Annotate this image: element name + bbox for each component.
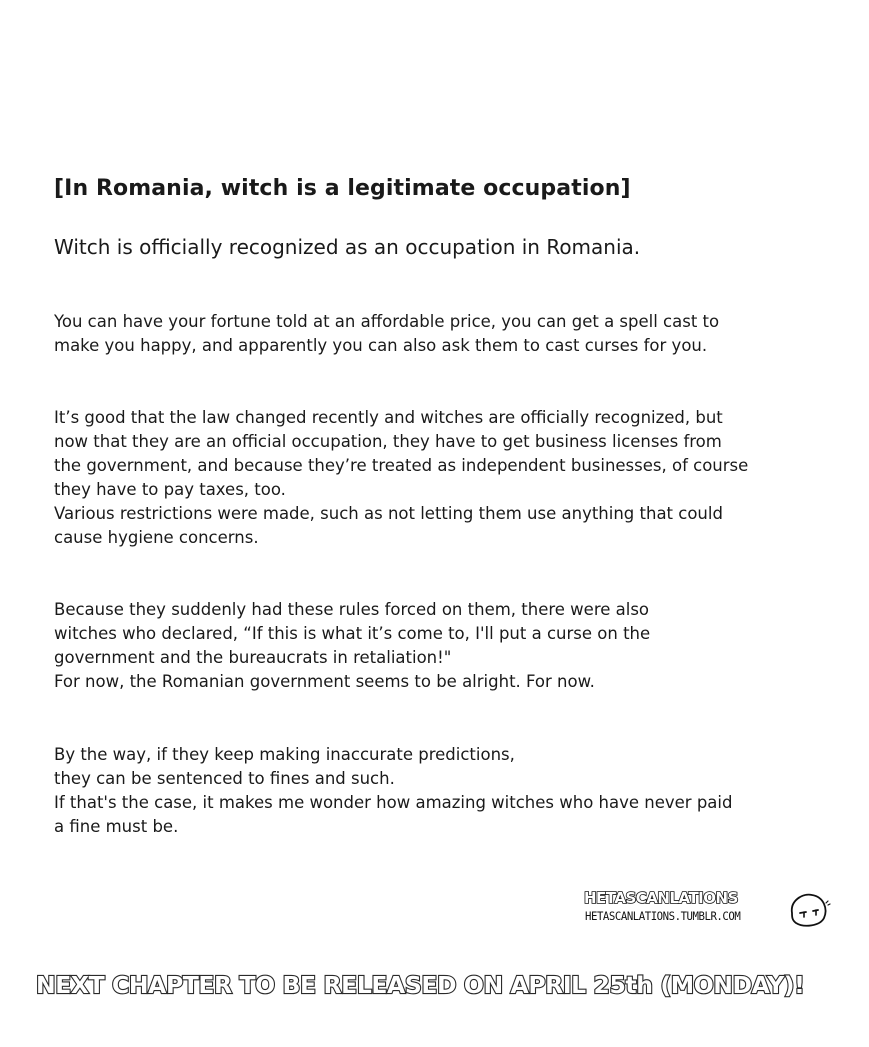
paragraph-line: cause hygiene concerns. — [54, 528, 259, 547]
paragraph-line: It’s good that the law changed recently and witches are officially recognized, but — [54, 408, 723, 427]
paragraph-line: they can be sentenced to fines and such. — [54, 769, 395, 788]
paragraph-line: make you happy, and apparently you can also ask them to cast curses for you. — [54, 336, 708, 355]
paragraph-law-change — [54, 406, 814, 550]
paragraph-fortune-telling — [54, 310, 814, 358]
paragraph-line: government and the bureaucrats in retaliation!" — [54, 648, 452, 667]
scanlation-credit — [584, 889, 834, 933]
next-chapter-banner: NEXT CHAPTER TO BE RELEASED ON APRIL 25th (MONDAY)! — [36, 971, 805, 999]
credit-group-name: HETASCANLATIONS — [584, 889, 738, 907]
paragraph-line: If that's the case, it makes me wonder how amazing witches who have never paid — [54, 793, 733, 812]
round-face-mascot-icon — [786, 891, 832, 929]
page-subtitle: Witch is officially recognized as an occupation in Romania. — [54, 235, 641, 259]
paragraph-line: a fine must be. — [54, 817, 179, 836]
paragraph-curse-declaration — [54, 598, 814, 694]
page-title: [In Romania, witch is a legitimate occupation] — [54, 176, 631, 201]
paragraph-line: You can have your fortune told at an affordable price, you can get a spell cast to — [54, 312, 720, 331]
paragraph-line: Because they suddenly had these rules forced on them, there were also — [54, 600, 650, 619]
paragraph-line: Various restrictions were made, such as not letting them use anything that could — [54, 504, 723, 523]
paragraph-line: By the way, if they keep making inaccurate predictions, — [54, 745, 515, 764]
credit-url: HETASCANLATIONS.TUMBLR.COM — [585, 909, 741, 923]
paragraph-fines — [54, 743, 814, 839]
paragraph-line: they have to pay taxes, too. — [54, 480, 286, 499]
paragraph-line: the government, and because they’re treated as independent businesses, of course — [54, 456, 749, 475]
paragraph-line: witches who declared, “If this is what it’s come to, I'll put a curse on the — [54, 624, 651, 643]
paragraph-line: now that they are an official occupation, they have to get business licenses from — [54, 432, 722, 451]
paragraph-line: For now, the Romanian government seems to be alright. For now. — [54, 672, 595, 691]
